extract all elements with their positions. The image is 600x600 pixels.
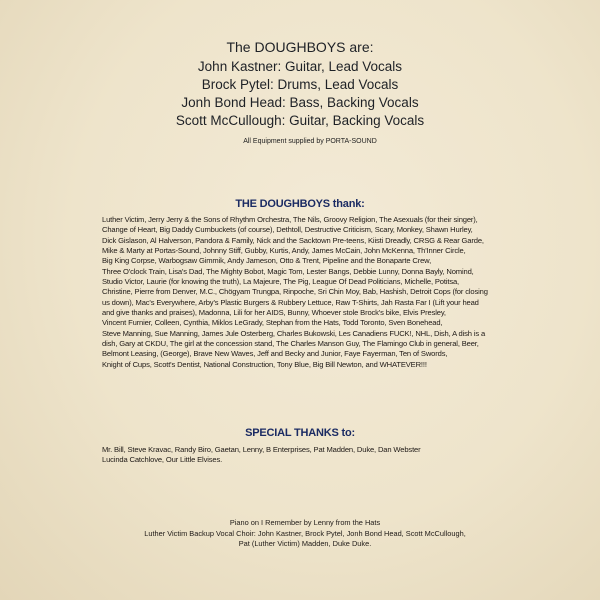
thanks-line: Knight of Cups, Scott's Dentist, National Construction, Tony Blue, Big Bill Newton, and WHATEVER!!!	[102, 359, 427, 369]
member-line: Scott McCullough: Guitar, Backing Vocals	[175, 113, 425, 128]
member-line: John Kastner: Guitar, Lead Vocals	[197, 59, 403, 74]
special-thanks-line: Mr. Bill, Steve Kravac, Randy Biro, Gaetan, Lenny, B Enterprises, Pat Madden, Duke, Dan Webster	[102, 445, 421, 454]
thanks-line: Belmont Leasing, (George), Brave New Waves, Jeff and Becky and Junior, Faye Fayerman, Ten of Swords,	[102, 349, 448, 359]
thanks-line: Mike & Marty at Portas-Sound, Johnny Stiff, Gubby, Kurtis, Andy, James McCain, John McKenna, Th'Inner Circle,	[102, 246, 466, 256]
thanks-line: dish, Gary at CKDU, The girl at the concession stand, The Charles Manson Guy, The Flamingo Club in general, Beer,	[102, 339, 479, 349]
special-thanks-line: Lucinda Catchlove, Our Little Elvises.	[102, 455, 223, 465]
credit-line: Piano on I Remember by Lenny from the Hats	[229, 518, 381, 527]
thanks-line: Dick Gislason, Al Halverson, Pandora & Family, Nick and the Sacktown Pre-teens, Kiisti Dreadly, CRSG & Rear Garde,	[102, 235, 484, 245]
thanks-line: Three O'clock Train, Lisa's Dad, The Mighty Bobot, Magic Tom, Lester Bangs, Debbie Lunny, Donna Bayly, Nomind,	[102, 266, 474, 276]
member-line: Jonh Bond Head: Bass, Backing Vocals	[181, 95, 419, 110]
thanks-line: and give thanks and praises), Madonna, Lili for her AIDS, Bunny, Whoever stole Brock's bike, Elvis Presley,	[102, 308, 446, 318]
thanks-line: Christine, Pierre from Denver, M.C., Chögyam Trungpa, Rinpoche, Sri Chin Moy, Bab, Hashish, Detroit Cops (for closing	[102, 287, 488, 297]
equipment-note: All Equipment supplied by PORTA-SOUND	[243, 138, 377, 145]
thanks-heading: THE DOUGHBOYS thank:	[235, 198, 365, 210]
thanks-line: Change of Heart, Big Daddy Cumbuckets (of course), Dethtoll, Destructive Criticism, Scary, Monkey, Shawn Hurley,	[102, 225, 473, 235]
credit-line: Pat (Luther Victim) Madden, Duke Duke.	[238, 539, 372, 549]
thanks-line: Studio Victor, Laurie (for knowing the truth), La Majeure, The Pig, League Of Dead Politicians, Michelle, Potitsa,	[102, 277, 460, 287]
recording-credits	[110, 518, 500, 550]
special-thanks-list	[102, 445, 452, 466]
special-thanks-heading: SPECIAL THANKS to:	[245, 427, 355, 439]
thanks-line: Luther Victim, Jerry Jerry & the Sons of Rhythm Orchestra, The Nils, Groovy Religion, The Asexuals (for their singer),	[102, 215, 478, 224]
thanks-line: Steve Manning, Sue Manning, James Jule Osterberg, Charles Bukowski, Les Canadiens FUCK!, NHL, Dish, A dish is a	[102, 328, 486, 338]
thanks-line: us down), Mac's Everywhere, Arby's Plastic Burgers & Rubbery Lettuce, Raw T-Shirts, Jah Rasta Far I (Lift your head	[102, 297, 479, 307]
thanks-line: Big King Corpse, Warbogsaw Gimmik, Andy Jameson, Otto & Trent, Pipeline and the Bonaparte Crew,	[102, 256, 432, 266]
thanks-list	[102, 215, 502, 370]
band-lineup	[150, 38, 450, 130]
thanks-line: Vincent Furnier, Colleen, Cynthia, Miklos LeGrady, Stephan from the Hats, Todd Toronto, Sven Bonehead,	[102, 318, 443, 328]
lineup-title: The DOUGHBOYS are:	[226, 39, 374, 55]
credit-line: Luther Victim Backup Vocal Choir: John Kastner, Brock Pytel, Jonh Bond Head, Scott McCullough,	[144, 528, 466, 538]
member-line: Brock Pytel: Drums, Lead Vocals	[201, 77, 399, 92]
